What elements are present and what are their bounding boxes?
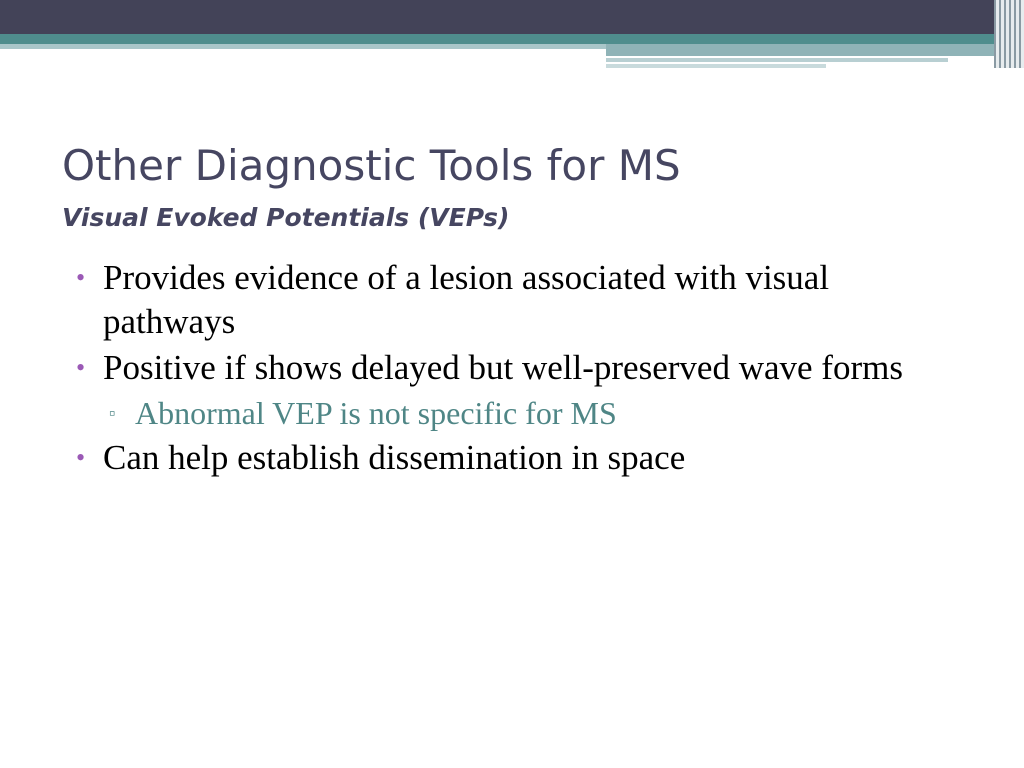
bullet-dot-icon: •: [76, 353, 86, 382]
bullet-item: [76, 256, 956, 344]
bullet-item: [76, 436, 956, 480]
header-dark-band: [0, 0, 1024, 34]
bullet-text: Positive if shows delayed but well-preserved wave forms: [103, 348, 903, 387]
header-stripes-decoration: [994, 0, 1024, 68]
bullet-dot-icon: •: [76, 263, 86, 292]
sub-bullet-text: Abnormal VEP is not specific for MS: [135, 395, 617, 431]
slide-title: Other Diagnostic Tools for MS: [62, 141, 681, 190]
slide-subtitle: Visual Evoked Potentials (VEPs): [62, 203, 510, 232]
bullet-list: [76, 256, 956, 482]
header-teal-band: [0, 34, 1024, 44]
bullet-item: [76, 346, 956, 390]
header-light-band-right: [606, 44, 1024, 56]
header-light-band-left: [0, 44, 606, 49]
bullet-dot-icon: •: [76, 443, 86, 472]
sub-bullet-square-icon: ▫: [109, 403, 116, 423]
bullet-text: Provides evidence of a lesion associated with visual pathways: [103, 258, 830, 341]
sub-bullet-item: [76, 392, 956, 434]
header-thin-line-1: [606, 58, 948, 62]
bullet-text: Can help establish dissemination in space: [103, 438, 686, 477]
header-thin-line-2: [606, 64, 826, 68]
